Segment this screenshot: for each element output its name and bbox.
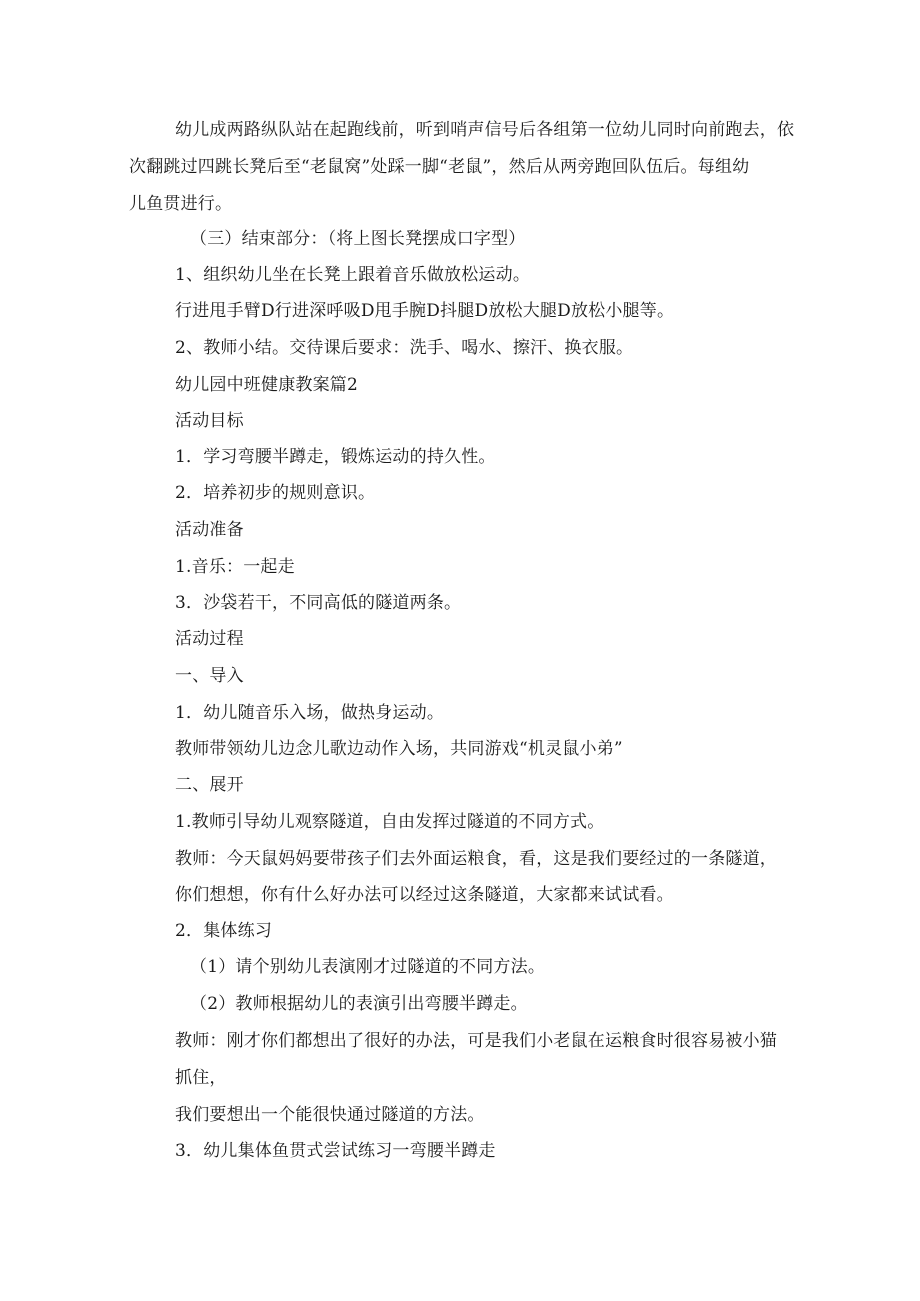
list-item: 2、教师小结。交待课后要求：洗手、喝水、擦汗、换衣服。 [175,338,634,358]
text-line: 你们想想，你有什么好办法可以经过这条隧道，大家都来试试看。 [175,885,674,905]
section-heading-goals: 活动目标 [175,411,244,431]
text-line: 我们要想出一个能很快通过隧道的方法。 [175,1105,485,1125]
paragraph-line: 儿鱼贯进行。 [129,194,233,214]
lesson-title: 幼儿园中班健康教案篇2 [175,375,359,395]
list-item: 2．培养初步的规则意识。 [175,483,376,503]
section-heading-process: 活动过程 [175,629,244,649]
list-item: 2．集体练习 [175,921,273,941]
section-heading-ending: （三）结束部分：（将上图长凳摆成口字型） [190,229,526,249]
paragraph-line: 幼儿成两路纵队站在起跑线前，听到哨声信号后各组第一位幼儿同时向前跑去，依 [175,120,795,140]
section-heading-preparation: 活动准备 [175,520,244,540]
list-item: 3．沙袋若干，不同高低的隧道两条。 [175,593,462,613]
subheading-develop: 二、展开 [175,775,244,795]
list-item: （2）教师根据幼儿的表演引出弯腰半蹲走。 [190,994,528,1014]
list-item: （1）请个别幼儿表演刚才过隧道的不同方法。 [190,957,546,977]
text-line: 教师带领幼儿边念儿歌边动作入场，共同游戏“机灵鼠小弟” [175,739,623,759]
text-line: 教师：刚才你们都想出了很好的办法，可是我们小老鼠在运粮食时很容易被小猫 [175,1031,777,1051]
list-item: 1．幼儿随音乐入场，做热身运动。 [175,703,445,723]
list-item: 1.教师引导幼儿观察隧道，自由发挥过隧道的不同方式。 [175,812,605,832]
list-item: 1．学习弯腰半蹲走，锻炼运动的持久性。 [175,447,496,467]
paragraph-line: 次翻跳过四跳长凳后至“老鼠窝”处踩一脚“老鼠”，然后从两旁跑回队伍后。每组幼 [129,157,750,177]
list-item: 3．幼儿集体鱼贯式尝试练习一弯腰半蹲走 [175,1141,496,1161]
list-item: 1.音乐：一起走 [175,557,295,577]
text-line: 行进甩手臂D行进深呼吸D甩手腕D抖腿D放松大腿D放松小腿等。 [175,301,675,321]
text-line: 教师：今天鼠妈妈要带孩子们去外面运粮食，看，这是我们要经过的一条隧道， [175,849,777,869]
subheading-intro: 一、导入 [175,666,244,686]
list-item: 1、组织幼儿坐在长凳上跟着音乐做放松运动。 [175,265,531,285]
text-line: 抓住， [175,1068,227,1088]
